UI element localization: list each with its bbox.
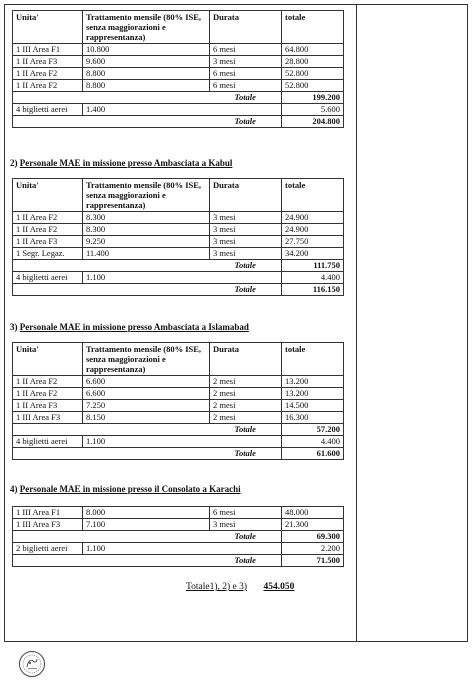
cell-total: 21.300 [282,519,344,531]
cell-duration: 3 mesi [210,212,282,224]
cell-unit: 1 II Area F2 [13,376,83,388]
subtotal-value: 111.750 [282,260,344,272]
cell-amount: 8.000 [83,507,210,519]
cell-total: 4.400 [282,272,344,284]
cell-total: 34.200 [282,248,344,260]
col-header-treatment: Trattamento mensile (80% ISE, senza maggiorazioni e rappresentanza) [83,179,210,212]
cell-total: 13.200 [282,388,344,400]
col-header-duration: Durata [210,343,282,376]
cell-unit: 1 III Area F3 [13,412,83,424]
flights-row [13,543,344,555]
subtotal-label: Totale [210,531,282,543]
cell-amount: 8.300 [83,212,210,224]
table-row [13,80,344,92]
cell-total: 16.300 [282,412,344,424]
cell-amount: 1.100 [83,543,210,555]
table-row [13,412,344,424]
total-row [13,116,344,128]
subtotal-value: 69.300 [282,531,344,543]
subtotal-label: Totale [210,260,282,272]
grand-total-value: 454.050 [263,582,295,592]
cell-amount: 7.250 [83,400,210,412]
cell-amount: 1.100 [83,272,210,284]
total-row [13,448,344,460]
cell-unit: 1 Segr. Legaz. [13,248,83,260]
cell-unit: 1 II Area F2 [13,68,83,80]
table-section-1 [12,10,344,128]
table-row [13,236,344,248]
cell-amount: 9.600 [83,56,210,68]
subtotal-value: 57.200 [282,424,344,436]
flights-row [13,104,344,116]
cell-total: 24.900 [282,212,344,224]
cell-amount: 6.600 [83,388,210,400]
col-header-total: totale [282,11,344,44]
total-value: 61.600 [282,448,344,460]
cell-duration: 2 mesi [210,376,282,388]
cell-total: 28.800 [282,56,344,68]
col-header-unit: Unita' [13,11,83,44]
subtotal-value: 199.200 [282,92,344,104]
total-label: Totale [210,284,282,296]
total-label: Totale [210,448,282,460]
cell-total: 27.750 [282,236,344,248]
table-row [13,56,344,68]
section-title: Personale MAE in missione presso Ambasciata a Kabul [19,158,233,168]
total-row [13,555,344,567]
cell-duration: 3 mesi [210,56,282,68]
table-row [13,400,344,412]
subtotal-row [13,531,344,543]
cell-duration: 3 mesi [210,248,282,260]
flights-row [13,272,344,284]
cell-total: 4.400 [282,436,344,448]
cell-duration: 3 mesi [210,519,282,531]
section-3-heading [10,322,249,332]
section-number: 2) [10,158,18,168]
subtotal-row [13,260,344,272]
cell-unit: 1 II Area F2 [13,388,83,400]
cell-duration: 2 mesi [210,388,282,400]
section-number: 4) [10,484,18,494]
subtotal-label: Totale [210,424,282,436]
cell-amount: 8.800 [83,80,210,92]
cell-amount: 8.800 [83,68,210,80]
cell-amount: 7.100 [83,519,210,531]
cell-total: 14.500 [282,400,344,412]
cell-amount: 8.150 [83,412,210,424]
section-2-heading [10,158,232,168]
table-row [13,248,344,260]
section-4-heading [10,484,241,494]
grand-total [186,582,294,592]
cell-unit: 1 III Area F1 [13,44,83,56]
total-value: 71.500 [282,555,344,567]
cell-duration: 2 mesi [210,400,282,412]
col-header-unit: Unita' [13,179,83,212]
cell-amount: 6.600 [83,376,210,388]
cell-unit: 1 III Area F1 [13,507,83,519]
cell-total: 64.800 [282,44,344,56]
cell-unit: 1 II Area F2 [13,224,83,236]
cell-total: 48.000 [282,507,344,519]
cell-total: 52.800 [282,80,344,92]
col-header-unit: Unita' [13,343,83,376]
cell-unit: 4 biglietti aerei [13,272,83,284]
grand-total-label: Totale1), 2) e 3) [186,582,248,592]
cell-amount: 11.400 [83,248,210,260]
col-header-total: totale [282,343,344,376]
cell-total: 13.200 [282,376,344,388]
table-row [13,519,344,531]
cell-unit: 1 II Area F2 [13,80,83,92]
col-header-duration: Durata [210,11,282,44]
total-row [13,284,344,296]
cell-duration: 2 mesi [210,412,282,424]
circular-seal-icon [18,650,46,678]
cell-amount: 1.100 [83,436,210,448]
cell-unit: 1 II Area F3 [13,236,83,248]
cell-amount: 9.250 [83,236,210,248]
table-row [13,507,344,519]
cell-total: 52.800 [282,68,344,80]
cell-unit: 1 II Area F2 [13,212,83,224]
subtotal-row [13,424,344,436]
cell-duration: 6 mesi [210,507,282,519]
col-header-total: totale [282,179,344,212]
total-label: Totale [210,555,282,567]
cell-duration: 3 mesi [210,224,282,236]
table-row [13,388,344,400]
table-row [13,224,344,236]
cell-duration: 6 mesi [210,80,282,92]
margin-line [356,4,357,642]
total-value: 116.150 [282,284,344,296]
cell-unit: 4 biglietti aerei [13,104,83,116]
cell-amount: 10.800 [83,44,210,56]
table-row [13,68,344,80]
table-row [13,44,344,56]
total-value: 204.800 [282,116,344,128]
cell-unit: 1 II Area F3 [13,56,83,68]
col-header-treatment: Trattamento mensile (80% ISE, senza maggiorazioni e rappresentanza) [83,343,210,376]
table-section-3 [12,342,344,460]
cell-unit: 1 II Area F3 [13,400,83,412]
total-label: Totale [210,116,282,128]
cell-total: 24.900 [282,224,344,236]
col-header-duration: Durata [210,179,282,212]
cell-total: 5.600 [282,104,344,116]
flights-row [13,436,344,448]
subtotal-row [13,92,344,104]
table-row [13,212,344,224]
col-header-treatment: Trattamento mensile (80% ISE, senza maggiorazioni e rappresentanza) [83,11,210,44]
table-row [13,376,344,388]
subtotal-label: Totale [210,92,282,104]
cell-amount: 8.300 [83,224,210,236]
cell-duration: 6 mesi [210,44,282,56]
cell-total: 2.200 [282,543,344,555]
section-title: Personale MAE in missione presso il Consolato a Karachi [19,484,241,494]
cell-unit: 1 III Area F3 [13,519,83,531]
section-number: 3) [10,322,18,332]
cell-duration: 6 mesi [210,68,282,80]
section-title: Personale MAE in missione presso Ambasciata a Islamabad [19,322,249,332]
cell-unit: 4 biglietti aerei [13,436,83,448]
cell-amount: 1.400 [83,104,210,116]
table-section-2 [12,178,344,296]
cell-duration: 3 mesi [210,236,282,248]
table-section-4 [12,506,344,567]
cell-unit: 2 biglietti aerei [13,543,83,555]
